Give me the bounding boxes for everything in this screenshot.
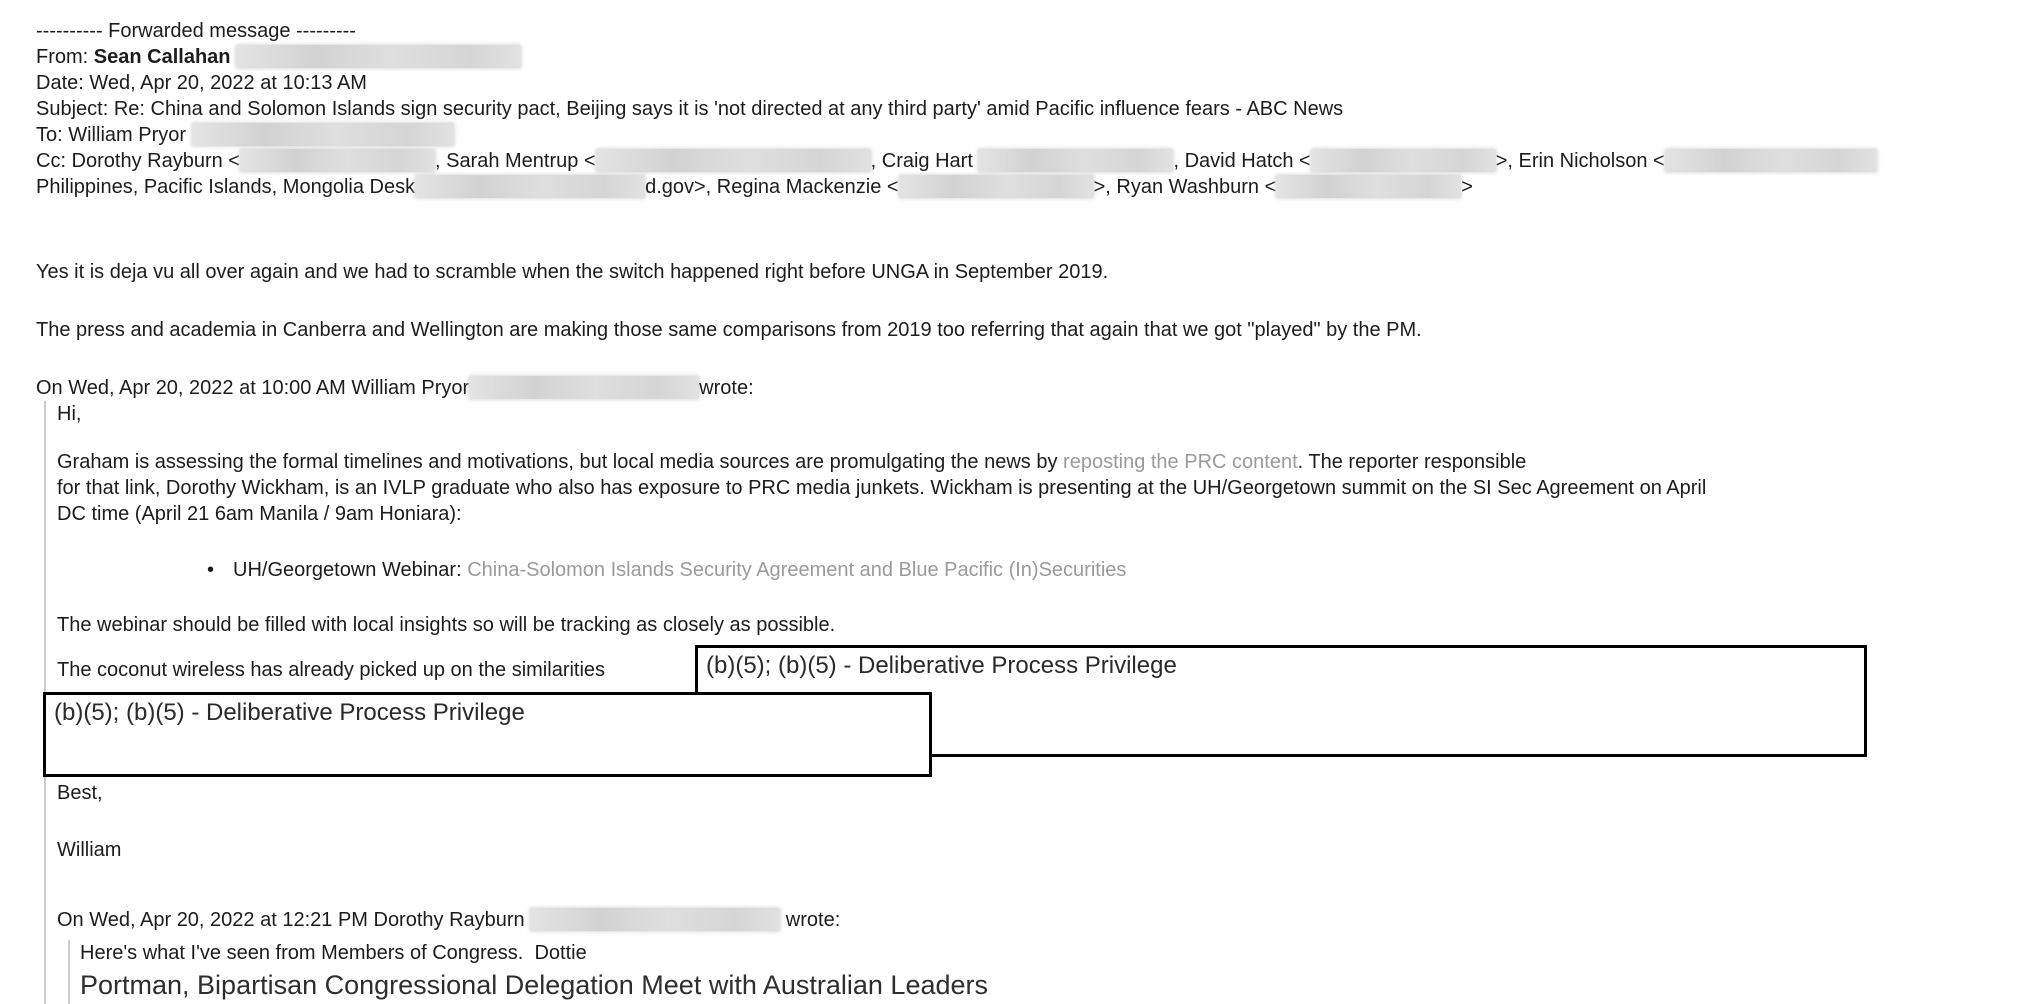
attribution-text: wrote: <box>699 377 754 399</box>
redacted-email <box>236 45 521 68</box>
cc-text: Philippines, Pacific Islands, Mongolia Desk <box>36 176 416 198</box>
attribution-text: On Wed, Apr 20, 2022 at 10:00 AM William Pryor <box>36 377 470 399</box>
from-line <box>36 44 2018 70</box>
paragraph-line: for that link, Dorothy Wickham, is an IVLP graduate who also has exposure to PRC media junkets. Wickham is presenting at the UH/Georgetown summit on the SI Sec Agreement on April <box>57 477 1707 499</box>
body-paragraph-2: The press and academia in Canberra and Wellington are making those same comparisons from 2019 too referring that again that we got "played" by the PM. <box>36 319 1422 341</box>
webinar-bullet-list <box>57 557 2018 583</box>
signature-name: William <box>57 839 122 861</box>
cc-text: , David Hatch < <box>1173 150 1311 172</box>
greeting: Hi, <box>57 403 82 425</box>
webinar-link[interactable]: China-Solomon Islands Security Agreement and Blue Pacific (In)Securities <box>467 559 1127 581</box>
redacted-email <box>1665 149 1877 172</box>
redacted-email <box>596 149 871 172</box>
quoted-paragraph <box>57 449 2018 527</box>
paragraph-text: . The reporter responsible <box>1297 451 1527 473</box>
date-line: Date: Wed, Apr 20, 2022 at 10:13 AM <box>36 72 367 94</box>
webinar-label: UH/Georgetown Webinar: <box>233 559 468 581</box>
redaction-exemption-label: (b)(5); (b)(5) - Deliberative Process Privilege <box>54 699 525 726</box>
list-item <box>197 557 2018 583</box>
redacted-email <box>899 175 1094 198</box>
from-label: From: <box>36 46 94 68</box>
from-name: Sean Callahan <box>93 46 231 68</box>
quoted-paragraph: The webinar should be filled with local insights so will be tracking as closely as possible. <box>57 614 836 636</box>
forwarded-divider: ---------- Forwarded message --------- <box>36 20 356 42</box>
prc-content-link[interactable]: reposting the PRC content <box>1063 451 1298 473</box>
body-paragraph-1: Yes it is deja vu all over again and we had to scramble when the switch happened right before UNGA in September 2019. <box>36 261 1109 283</box>
attribution-text: On Wed, Apr 20, 2022 at 12:21 PM Dorothy Rayburn <box>57 909 531 931</box>
redacted-email <box>1276 175 1461 198</box>
cc-text: Cc: Dorothy Rayburn < <box>36 150 240 172</box>
cc-text: > <box>1461 176 1473 198</box>
quoted-paragraph: The coconut wireless has already picked up on the similarities <box>57 659 606 681</box>
subject-line: Subject: Re: China and Solomon Islands sign security pact, Beijing says it is 'not directed at any third party' amid Pacific influence fears - ABC News <box>36 98 1344 120</box>
paragraph-line: DC time (April 21 6am Manila / 9am Honiara): <box>57 503 462 525</box>
quote-attribution-2 <box>57 907 2018 933</box>
redacted-email <box>192 123 454 146</box>
quote-attribution-1 <box>36 375 2018 401</box>
signoff: Best, <box>57 782 103 804</box>
cc-line-2 <box>36 174 2018 200</box>
redacted-email <box>415 175 645 198</box>
nested-quote-text: Here's what I've seen from Members of Congress. Dottie <box>80 942 587 964</box>
redaction-box-2 <box>43 692 932 777</box>
cc-text: >, Ryan Washburn < <box>1093 176 1277 198</box>
cc-text: >, Erin Nicholson < <box>1495 150 1665 172</box>
redacted-email <box>469 376 699 399</box>
cc-line-1 <box>36 148 2018 174</box>
redacted-email <box>978 149 1173 172</box>
attribution-text: wrote: <box>780 909 841 931</box>
to-line <box>36 122 2018 148</box>
article-headline: Portman, Bipartisan Congressional Delegation Meet with Australian Leaders <box>80 970 988 1000</box>
cc-text: , Craig Hart <box>870 150 979 172</box>
redaction-exemption-label: (b)(5); (b)(5) - Deliberative Process Privilege <box>706 652 1177 679</box>
redacted-email <box>530 908 780 931</box>
redacted-email <box>240 149 435 172</box>
cc-text: d.gov>, Regina Mackenzie < <box>645 176 899 198</box>
nested-quoted-message <box>68 940 2018 1004</box>
to-text: To: William Pryor <box>36 124 192 146</box>
paragraph-line <box>57 449 2018 475</box>
paragraph-text: Graham is assessing the formal timelines and motivations, but local media sources are promulgating the news by <box>57 451 1064 473</box>
redacted-email <box>1311 149 1496 172</box>
bullet-icon: • <box>207 559 215 581</box>
email-header <box>0 0 2018 200</box>
cc-text: , Sarah Mentrup < <box>434 150 596 172</box>
